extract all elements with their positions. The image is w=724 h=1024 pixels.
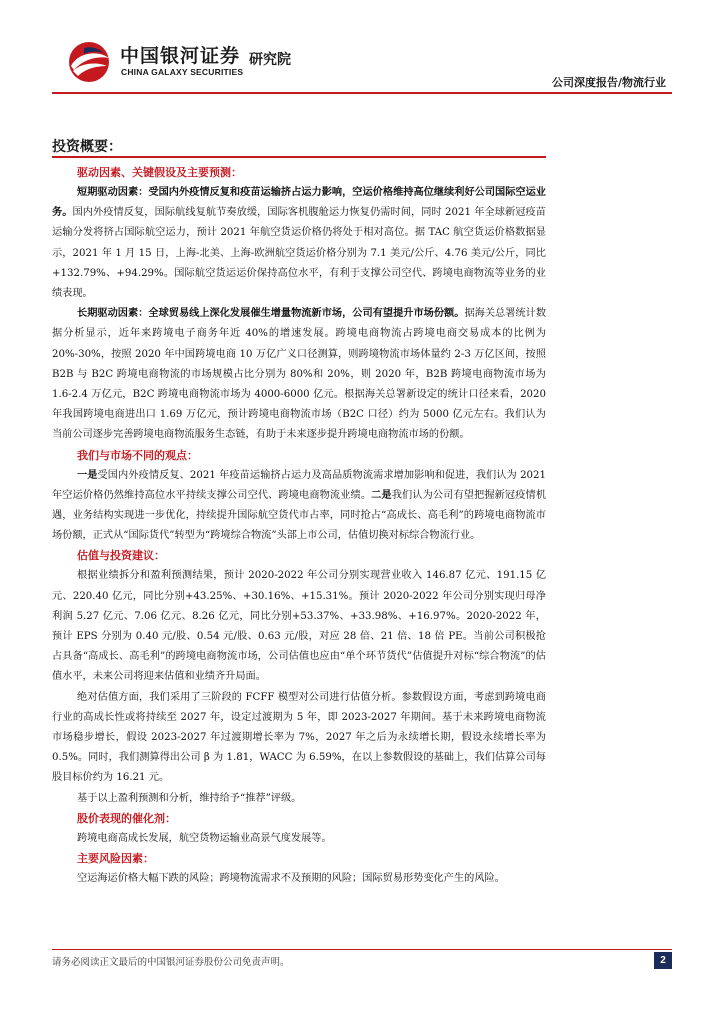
long-term-body: 据海关总署统计数据分析显示，近年来跨境电子商务年近 40%的增速发展。跨境电商物流占跨境电商交易成本的比例为 20%-30%，按照 2020 年中国跨境电商 10 万亿广义口径测算，则跨境物流市场体量约 2-3 万亿区间，按照 B2B 与 B2C 跨境电商物流的市场规模占比分别为 80%和 20%，则 2020 年，B2B 跨境电商物流市场为 1.6-2.4 万亿元，B2C 跨境电商物流市场为 4000-6000 亿元。根据海关总署新设定的统计口径来看，2020 年我国跨境电商进出口 1.69 万亿元，预计跨境电商物流市场（B2C 口径）约为 5000 亿元左右。我们认为当前公司逐步完善跨境电商物流服务生态链，有助于未来逐步提升跨境电商物流市场的份额。 [52, 308, 547, 441]
company-name-cn: 中国银河证券 [120, 45, 241, 67]
valuation-paragraph-3: 基于以上盈利预测和分析，维持给予“推荐”评级。 [77, 792, 302, 804]
valuation-heading: 估值与投资建议： [77, 549, 165, 563]
risk-heading: 主要风险因素： [77, 852, 154, 866]
footer-rule [52, 949, 672, 950]
valuation-paragraph-2: 绝对估值方面，我们采用了三阶段的 FCFF 模型对公司进行估值分析。参数假设方面，考虑到跨境电商行业的高成长性或将持续至 2027 年，设定过渡期为 5 年，即 2023-2027 年期间。基于未来跨境电商物流市场稳步增长，假设 2023-2027 年过渡期增长率为 7%，2027 年之后为永续增长期，假设永续增长率为 0.5%。同时，我们测算得出公司 β 为 1.81，WACC 为 6.59%，在以上参数假设的基础上，我们估算公司每股目标价约为 16.21 元。 [52, 691, 546, 784]
views-paragraph [52, 466, 546, 547]
view-one-lead: 一是 [77, 469, 98, 481]
short-term-body: 国内外疫情反复，国际航线复航节奏放缓，国际客机腹舱运力恢复仍需时间，同时 2021 年全球新冠疫苗运输分发将挤占国际航空运力，预计 2021 年航空货运价格仍将处于相对高位。据 TAC 航空货运价格数据显示，2021 年 1 月 15 日，上海-北美、上海-欧洲航空货运价格分别为 7.1 美元/公斤、4.76 美元/公斤，同比+132.79%、+94.29%。国际航空货运运价保持高位水平，有利于支撑公司空代、跨境电商物流等业务的业绩表现。 [52, 207, 546, 300]
view-one-body: 受国内外疫情反复、2021 年疫苗运输挤占运力及高品质物流需求增加影响和促进，我们认为 2021 年空运价格仍然维持高位水平持续支撑公司空代、跨境电商物流业绩。 [52, 469, 547, 501]
short-term-driver [52, 183, 546, 304]
disclaimer-note: 请务必阅读正文最后的中国银河证券股份公司免责声明。 [52, 957, 290, 968]
page-header [0, 0, 724, 100]
risk-paragraph: 空运海运价格大幅下跌的风险；跨境物流需求不及预期的风险；国际贸易形势变化产生的风险。 [77, 873, 505, 885]
catalyst-paragraph: 跨境电商高成长发展，航空货物运输业高景气度发展等。 [77, 832, 332, 844]
company-name-en: CHINA GALAXY SECURITIES [121, 67, 244, 77]
view-two-lead: 二是 [371, 489, 392, 501]
long-term-driver [52, 304, 546, 445]
view-two-body: 我们认为公司有望把握新冠疫情机遇，业务结构实现进一步优化，持续提升国际航空货代市占率，同时抢占“高成长、高毛利”的跨境电商物流市场份额，正式从“国际货代”转型为“跨境综合物流”头部上市公司，估值切换对标综合物流行业。 [52, 489, 547, 542]
views-heading: 我们与市场不同的观点： [77, 448, 198, 462]
catalyst-heading: 股价表现的催化剂： [77, 811, 176, 825]
header-rule [52, 92, 672, 94]
investment-summary [52, 163, 546, 889]
short-term-lead: 短期驱动因素：受国内外疫情反复和疫苗运输挤占运力影响，空运价格维持高位继续利好公司国际空运业务。 [52, 187, 546, 219]
valuation-paragraph-1: 根据业绩拆分和盈利预测结果，预计 2020-2022 年公司分别实现营业收入 146.87 亿元、191.15 亿元、220.40 亿元，同比分别+43.25%、+30.16%、+15.31%。预计 2020-2022 年公司分别实现归母净利润 5.27 亿元、7.06 亿元、8.26 亿元，同比分别+53.37%、+33.98%、+16.97%。2020-2022 年，预计 EPS 分别为 0.40 元/股、0.54 元/股、0.63 元/股，对应 28 倍、21 倍、18 倍 PE。当前公司积极抢占具备“高成长、高毛利”的跨境电商物流市场，公司估值也应由“单个环节货代”估值提升对标“综合物流”的估值水平，未来公司将迎来估值和业绩齐升局面。 [52, 570, 546, 683]
report-type: 公司深度报告/物流行业 [551, 76, 666, 89]
section-title: 投资概要： [52, 139, 122, 155]
page-number: 2 [654, 952, 672, 969]
galaxy-logo-icon [64, 40, 114, 84]
drivers-heading: 驱动因素、关键假设及主要预测： [77, 166, 242, 179]
long-term-lead: 长期驱动因素：全球贸易线上深化发展催生增量物流新市场，公司有望提升市场份额。 [77, 308, 465, 320]
division-label: 研究院 [249, 52, 291, 68]
section-rule [52, 156, 546, 158]
